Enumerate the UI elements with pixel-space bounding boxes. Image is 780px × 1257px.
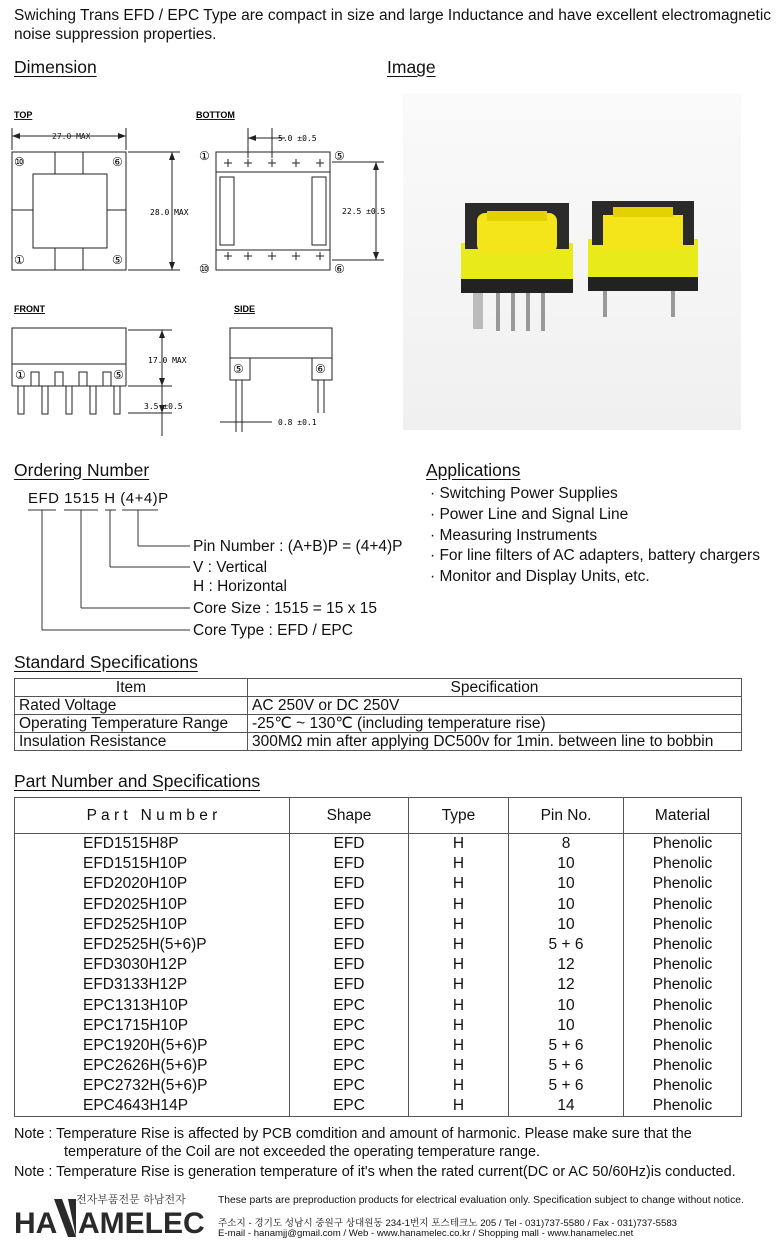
standard-heading: Standard Specifications	[14, 652, 198, 672]
note-2: Note : Temperature Rise is generation temperature of it's when the rated current(DC or AC 50/60Hz)is conducted.	[14, 1164, 736, 1180]
cell: EPC	[290, 1056, 409, 1076]
cell: 10	[509, 995, 624, 1015]
image-heading: Image	[387, 57, 436, 77]
list-item: · For line filters of AC adapters, battery chargers	[430, 547, 760, 565]
front-pin1: ①	[15, 368, 26, 382]
code-pins: (4+4)P	[120, 490, 169, 507]
cell: EFD1515H10P	[15, 854, 290, 874]
ordering-heading: Ordering Number	[14, 460, 150, 480]
cell: EPC	[290, 1076, 409, 1096]
cell: AC 250V or DC 250V	[248, 697, 742, 715]
code-type: H	[104, 490, 116, 507]
cell: 10	[509, 894, 624, 914]
table-header-row	[15, 798, 742, 834]
side-label: SIDE	[234, 304, 256, 314]
cell: Phenolic	[624, 955, 742, 975]
table-row	[15, 697, 742, 715]
code-prefix: EFD	[28, 490, 60, 507]
bottom-label: BOTTOM	[196, 110, 235, 120]
side-pin6: ⑥	[315, 362, 326, 376]
cell: EPC	[290, 1015, 409, 1035]
footer-disclaimer: These parts are preproduction products for electrical evaluation only. Specification subject to change without notice.	[218, 1195, 744, 1206]
cell: Phenolic	[624, 975, 742, 995]
ordering-core-size: Core Size : 1515 = 15 x 15	[193, 600, 377, 617]
cell: H	[409, 854, 509, 874]
cell: EFD	[290, 834, 409, 854]
bottom-height-dim: 22.5 ±0.5	[342, 207, 386, 216]
cell: EFD3030H12P	[15, 955, 290, 975]
bottom-pin1: ①	[199, 149, 210, 163]
table-row	[15, 995, 742, 1015]
product-photo	[403, 93, 741, 430]
cell: H	[409, 894, 509, 914]
header-cell: Material	[624, 798, 742, 834]
dimension-heading: Dimension	[14, 57, 97, 77]
table-row	[15, 874, 742, 894]
cell: H	[409, 995, 509, 1015]
cell: Phenolic	[624, 854, 742, 874]
cell: Phenolic	[624, 1096, 742, 1116]
top-width-dim: 27.0 MAX	[52, 132, 91, 141]
logo-tagline: 전자부품전문 하남전자	[76, 1193, 186, 1206]
bottom-pin6: ⑥	[334, 262, 345, 276]
cell: EPC4643H14P	[15, 1096, 290, 1116]
cell: 5 + 6	[509, 1056, 624, 1076]
top-pin6: ⑥	[112, 155, 123, 169]
cell: Phenolic	[624, 834, 742, 854]
top-view-outline	[12, 152, 126, 270]
bottom-pitch-dim: 5.0 ±0.5	[278, 134, 317, 143]
ordering-leader-lines	[0, 505, 200, 635]
front-height-dim: 17.0 MAX	[148, 356, 187, 365]
header-cell: Type	[409, 798, 509, 834]
table-row	[15, 955, 742, 975]
table-row	[15, 834, 742, 854]
cell: Phenolic	[624, 1056, 742, 1076]
cell: 10	[509, 1015, 624, 1035]
cell: H	[409, 1056, 509, 1076]
cell: EPC	[290, 995, 409, 1015]
cell: EFD	[290, 934, 409, 954]
front-pin5: ⑤	[113, 368, 124, 382]
table-row	[15, 975, 742, 995]
side-pin5: ⑤	[233, 362, 244, 376]
cell: H	[409, 934, 509, 954]
header-cell: Shape	[290, 798, 409, 834]
cell: EFD2525H(5+6)P	[15, 934, 290, 954]
applications-heading: Applications	[426, 460, 521, 480]
table-header-row	[15, 679, 742, 697]
cell: H	[409, 1096, 509, 1116]
list-item: · Power Line and Signal Line	[430, 505, 629, 523]
cell: 12	[509, 975, 624, 995]
cell: H	[409, 874, 509, 894]
cell: Phenolic	[624, 914, 742, 934]
logo-right: AMELEC	[78, 1207, 205, 1240]
note-1-line-a: Note : Temperature Rise is affected by PCB comdition and amount of harmonic. Please make sure that the	[14, 1126, 692, 1142]
cell: 10	[509, 874, 624, 894]
part-number-table	[14, 797, 742, 1117]
cell: EPC1920H(5+6)P	[15, 1035, 290, 1055]
bottom-pin5: ⑤	[334, 149, 345, 163]
cell: Phenolic	[624, 1015, 742, 1035]
cell: EFD	[290, 975, 409, 995]
table-row	[15, 733, 742, 751]
bottom-pin10: ⑩	[199, 262, 210, 276]
top-pin1: ①	[14, 253, 25, 267]
cell: 12	[509, 955, 624, 975]
cell: EPC	[290, 1035, 409, 1055]
list-item: · Measuring Instruments	[430, 526, 598, 544]
cell: 5 + 6	[509, 934, 624, 954]
top-height-dim: 28.0 MAX	[150, 208, 189, 217]
cell: H	[409, 975, 509, 995]
table-row	[15, 1096, 742, 1116]
cell: EPC1313H10P	[15, 995, 290, 1015]
list-item: · Monitor and Display Units, etc.	[430, 568, 650, 586]
applications-list	[430, 484, 760, 588]
dimension-drawing	[0, 100, 395, 440]
cell: 14	[509, 1096, 624, 1116]
table-row	[15, 854, 742, 874]
top-pin10: ⑩	[14, 155, 25, 169]
table-row	[15, 934, 742, 954]
cell: H	[409, 1015, 509, 1035]
cell: 300MΩ min after applying DC500v for 1min. between line to bobbin	[248, 733, 742, 751]
side-pin-dim: 0.8 ±0.1	[278, 418, 317, 427]
list-item: · Switching Power Supplies	[430, 485, 618, 502]
cell: H	[409, 914, 509, 934]
cell: 5 + 6	[509, 1076, 624, 1096]
cell: Rated Voltage	[15, 697, 248, 715]
cell: Phenolic	[624, 894, 742, 914]
code-size: 1515	[64, 490, 100, 507]
standard-spec-table	[14, 678, 742, 751]
cell: H	[409, 834, 509, 854]
company-logo	[14, 1185, 214, 1245]
table-row	[15, 715, 742, 733]
intro-text: Swiching Trans EFD / EPC Type are compact in size and large Inductance and have excellent electromagnetic noise suppression properties.	[14, 7, 772, 43]
cell: 5 + 6	[509, 1035, 624, 1055]
cell: EFD	[290, 894, 409, 914]
cell: EFD1515H8P	[15, 834, 290, 854]
front-label: FRONT	[14, 304, 45, 314]
cell: H	[409, 955, 509, 975]
ordering-pin-number: Pin Number : (A+B)P = (4+4)P	[193, 538, 403, 555]
table-row	[15, 914, 742, 934]
cell: -25℃ ~ 130℃ (including temperature rise)	[248, 715, 742, 733]
logo-left: HA	[14, 1207, 58, 1240]
cell: Phenolic	[624, 934, 742, 954]
header-cell: Pin No.	[509, 798, 624, 834]
cell: Phenolic	[624, 1076, 742, 1096]
cell: Operating Temperature Range	[15, 715, 248, 733]
cell: H	[409, 1076, 509, 1096]
cell: EPC2626H(5+6)P	[15, 1056, 290, 1076]
cell: Phenolic	[624, 995, 742, 1015]
cell: EFD2525H10P	[15, 914, 290, 934]
cell: EPC2732H(5+6)P	[15, 1076, 290, 1096]
cell: EFD3133H12P	[15, 975, 290, 995]
cell: EFD	[290, 914, 409, 934]
table-row	[15, 1056, 742, 1076]
top-pin5: ⑤	[112, 253, 123, 267]
cell: 10	[509, 914, 624, 934]
cell: EFD	[290, 854, 409, 874]
partnumber-heading: Part Number and Specifications	[14, 771, 261, 791]
header-cell: Item	[15, 679, 248, 697]
table-row	[15, 1015, 742, 1035]
footer-address: 주소지 - 경기도 성남시 중원구 상대원동 234-1번지 포스테크노 205 / Tel - 031)737-5580 / Fax - 031)737-5583	[218, 1218, 678, 1229]
header-cell: P a r t N u m b e r	[15, 798, 290, 834]
ordering-horizontal: H : Horizontal	[193, 578, 287, 595]
cell: Phenolic	[624, 874, 742, 894]
cell: EFD2025H10P	[15, 894, 290, 914]
table-row	[15, 894, 742, 914]
cell: EPC	[290, 1096, 409, 1116]
top-label: TOP	[14, 110, 33, 120]
cell: EFD	[290, 874, 409, 894]
cell: Phenolic	[624, 1035, 742, 1055]
footer-contact: E-mail - hanamjj@gmail.com / Web - www.hanamelec.co.kr / Shopping mall - www.hanamelec.net	[218, 1228, 634, 1239]
front-pin-dim: 3.5 ±0.5	[144, 402, 183, 411]
note-1-line-b: temperature of the Coil are not exceeded the operating temperature range.	[64, 1144, 540, 1160]
note-1	[14, 1125, 692, 1161]
cell: Insulation Resistance	[15, 733, 248, 751]
cell: EPC1715H10P	[15, 1015, 290, 1035]
ordering-vertical: V : Vertical	[193, 559, 268, 576]
table-row	[15, 1076, 742, 1096]
table-row	[15, 1035, 742, 1055]
hanamelec-logo-icon	[14, 1185, 214, 1245]
cell: H	[409, 1035, 509, 1055]
header-cell: Specification	[248, 679, 742, 697]
cell: 8	[509, 834, 624, 854]
cell: EFD2020H10P	[15, 874, 290, 894]
ordering-core-type: Core Type : EFD / EPC	[193, 622, 353, 639]
cell: 10	[509, 854, 624, 874]
cell: EFD	[290, 955, 409, 975]
